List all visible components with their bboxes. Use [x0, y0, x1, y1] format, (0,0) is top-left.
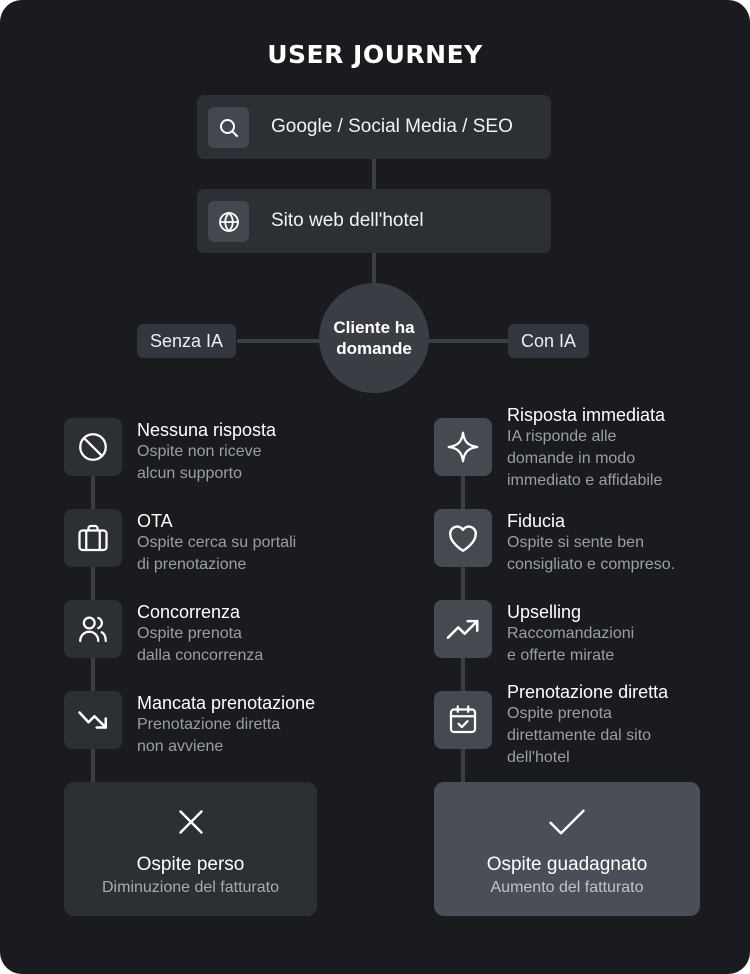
page-title: USER JOURNEY [267, 40, 483, 69]
check-icon [434, 804, 700, 840]
x-icon [64, 804, 317, 840]
trending-up-icon [434, 600, 492, 658]
branch-label-with-ai: Con IA [508, 324, 589, 358]
outcome-title: Ospite guadagnato [486, 854, 648, 875]
connector-line [372, 158, 376, 189]
step-description: Ospite prenota direttamente dal sito dell'hotel [507, 705, 652, 766]
outcome-gained-guest [434, 782, 700, 916]
connector-line [237, 339, 320, 343]
decision-label-line1: Cliente ha [333, 318, 415, 337]
step-title: Fiducia [507, 511, 566, 531]
step-description: Ospite cerca su portali di prenotazione [137, 534, 297, 573]
step-title: Mancata prenotazione [137, 693, 316, 713]
decision-label-line2: domande [336, 339, 412, 358]
step-hotel-website [197, 189, 551, 253]
no-entry-icon [64, 418, 122, 476]
step-title: Prenotazione diretta [507, 682, 669, 702]
outcome-lost-guest [64, 782, 317, 916]
step-title: Concorrenza [137, 602, 241, 622]
step-label: Sito web dell'hotel [271, 210, 424, 231]
step-title: Risposta immediata [507, 405, 666, 425]
step-title: Upselling [507, 602, 582, 622]
outcome-subtitle: Aumento del fatturato [490, 879, 644, 896]
step-title: Nessuna risposta [137, 420, 277, 440]
users-icon [64, 600, 122, 658]
briefcase-icon [64, 509, 122, 567]
sparkle-icon [434, 418, 492, 476]
decision-node [319, 283, 429, 393]
outcome-title: Ospite perso [136, 854, 245, 875]
step-description: IA risponde alle domande in modo immediato e affidabile [507, 428, 663, 489]
step-description: Raccomandazioni e offerte mirate [507, 625, 635, 664]
connector-line [372, 252, 376, 284]
step-description: Prenotazione diretta non avviene [137, 716, 281, 755]
step-description: Ospite si sente ben consigliato e compreso. [507, 534, 676, 573]
step-description: Ospite non riceve alcun supporto [137, 443, 262, 482]
trending-down-icon [64, 691, 122, 749]
step-search-sources [197, 95, 551, 159]
heart-icon [434, 509, 492, 567]
outcome-subtitle: Diminuzione del fatturato [102, 879, 279, 896]
step-description: Ospite prenota dalla concorrenza [137, 625, 264, 664]
calendar-check-icon [434, 691, 492, 749]
connector-line [428, 339, 508, 343]
search-icon [208, 107, 249, 148]
branch-label-without-ai: Senza IA [137, 324, 236, 358]
step-title: OTA [137, 511, 173, 531]
step-label: Google / Social Media / SEO [271, 116, 513, 137]
globe-icon [208, 201, 249, 242]
